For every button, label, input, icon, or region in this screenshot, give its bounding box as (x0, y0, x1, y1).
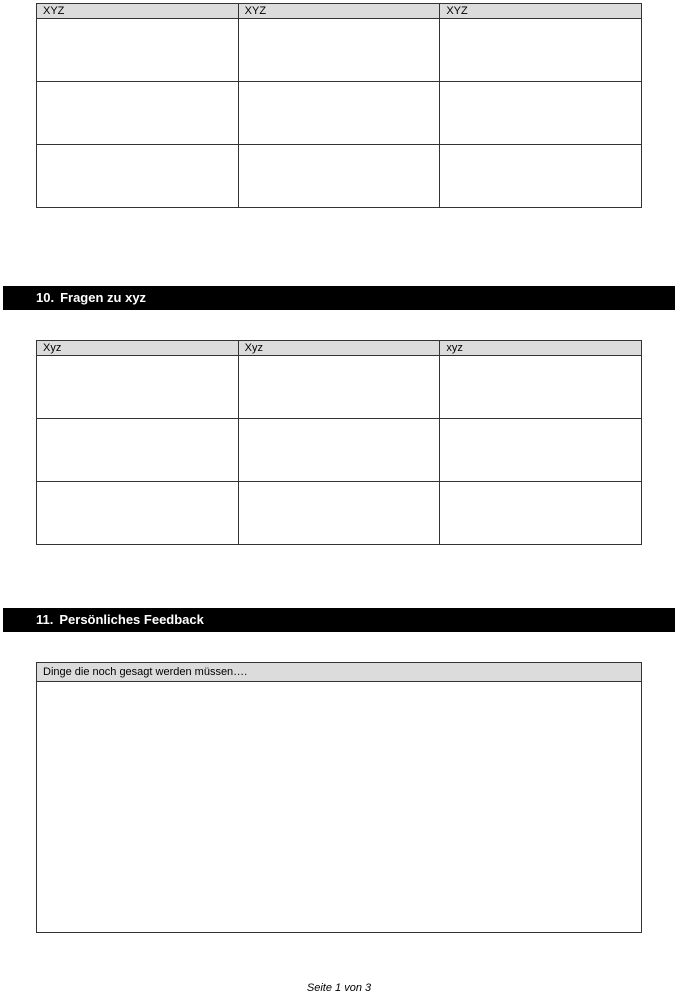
feedback-row (37, 682, 642, 933)
column-header: Xyz (37, 341, 239, 356)
section-heading-10 (3, 286, 675, 310)
column-header: XYZ (37, 4, 239, 19)
current-page-number: 1 (335, 982, 342, 994)
table-cell[interactable] (37, 419, 239, 482)
table-row (37, 145, 642, 208)
table-cell[interactable] (238, 19, 440, 82)
table-cell[interactable] (238, 82, 440, 145)
table-cell[interactable] (238, 482, 440, 545)
section-title: Persönliches Feedback (59, 612, 204, 627)
section-title: Fragen zu xyz (60, 290, 147, 305)
column-header: XYZ (440, 4, 642, 19)
feedback-header: Dinge die noch gesagt werden müssen…. (37, 663, 642, 682)
section-number: 11. (36, 612, 54, 627)
section-number: 10. (36, 290, 55, 305)
table-cell[interactable] (440, 145, 642, 208)
table-cell[interactable] (238, 419, 440, 482)
table-cell[interactable] (37, 482, 239, 545)
table-row (37, 19, 642, 82)
table-row (37, 82, 642, 145)
table-cell[interactable] (37, 356, 239, 419)
top-table (36, 3, 642, 208)
total-page-count: 3 (365, 982, 372, 994)
footer-middle: von (341, 982, 365, 994)
column-header: Xyz (238, 341, 440, 356)
table-row (37, 356, 642, 419)
page-footer (0, 982, 678, 994)
questions-table (36, 340, 642, 545)
table-cell[interactable] (440, 19, 642, 82)
table-cell[interactable] (440, 482, 642, 545)
table-cell[interactable] (37, 82, 239, 145)
column-header: XYZ (238, 4, 440, 19)
table-cell[interactable] (440, 419, 642, 482)
footer-prefix: Seite (306, 982, 336, 994)
table-cell[interactable] (440, 82, 642, 145)
column-header: xyz (440, 341, 642, 356)
feedback-header-row (37, 663, 642, 682)
feedback-box (36, 662, 642, 933)
table-cell[interactable] (238, 356, 440, 419)
table-cell[interactable] (37, 19, 239, 82)
table-row (37, 419, 642, 482)
section-heading-11 (3, 608, 675, 632)
table-cell[interactable] (37, 145, 239, 208)
table-header-row (37, 4, 642, 19)
table-row (37, 482, 642, 545)
table-cell[interactable] (238, 145, 440, 208)
table-header-row (37, 341, 642, 356)
table-cell[interactable] (440, 356, 642, 419)
feedback-text-area[interactable] (37, 682, 642, 933)
